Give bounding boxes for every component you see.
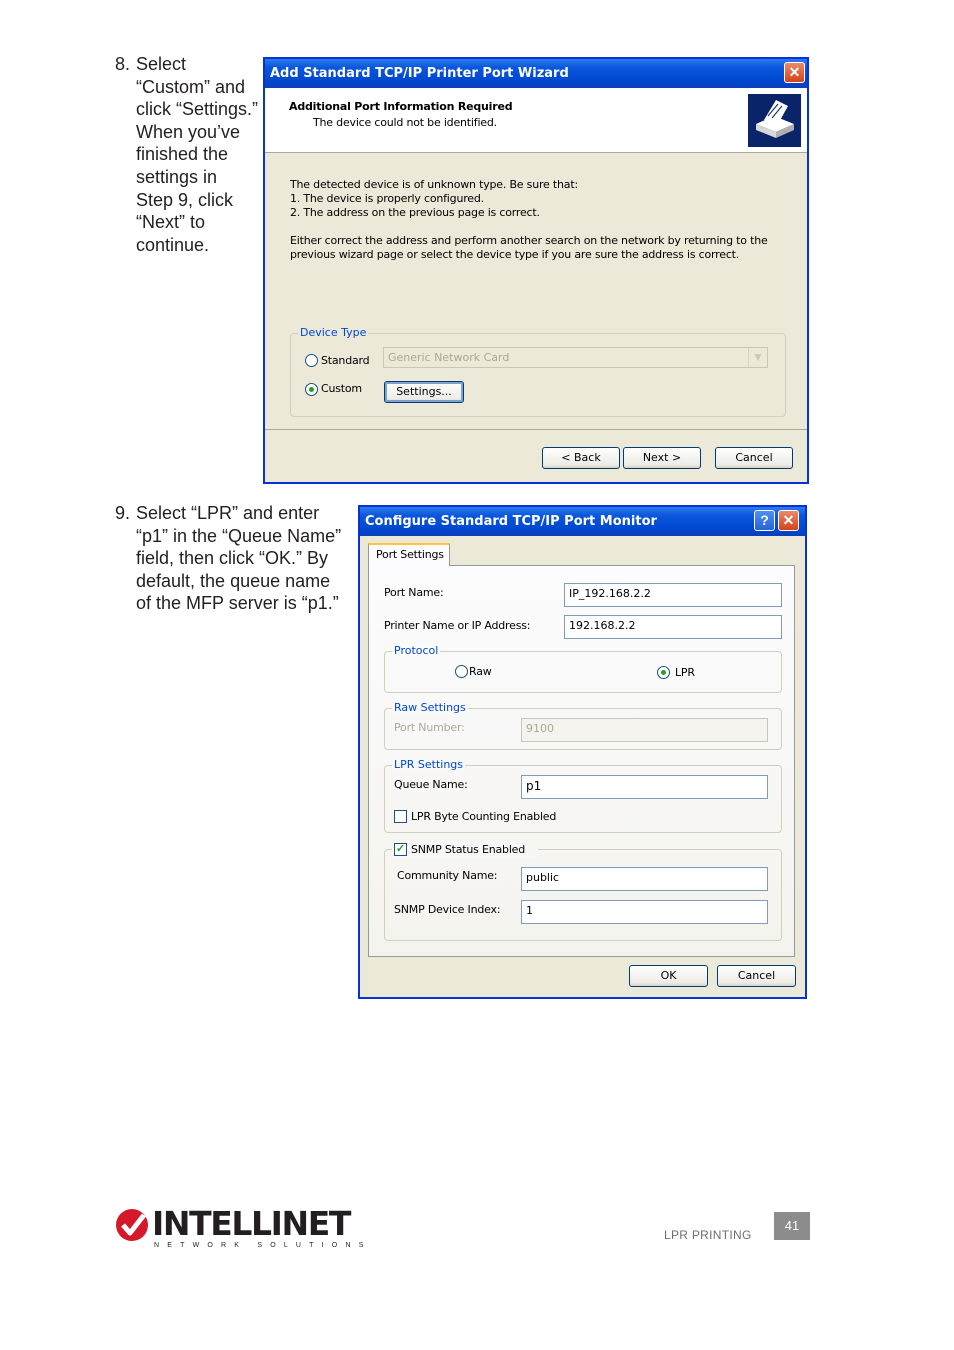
device-index-input[interactable]: 1 — [521, 900, 768, 924]
printer-name-input[interactable]: 192.168.2.2 — [564, 615, 782, 639]
monitor-title: Configure Standard TCP/IP Port Monitor — [365, 514, 657, 529]
cancel-button[interactable]: Cancel — [717, 965, 796, 987]
step-number: 8. — [115, 54, 131, 74]
port-monitor-dialog — [358, 505, 807, 999]
step-line: settings in — [136, 166, 218, 187]
device-type-select-value: Generic Network Card — [388, 351, 510, 364]
lpr-label[interactable]: LPR — [675, 666, 695, 679]
custom-radio[interactable] — [305, 383, 318, 396]
step-line: Step 9, click — [136, 189, 234, 210]
queue-name-label: Queue Name: — [394, 778, 468, 791]
wizard-header-subtitle: The device could not be identified. — [313, 116, 497, 129]
step-line: Select “LPR” and enter — [136, 503, 320, 523]
intellinet-logo — [114, 1204, 372, 1254]
device-type-group — [290, 333, 786, 417]
monitor-title-bar[interactable] — [360, 507, 805, 536]
port-number-input: 9100 — [521, 718, 768, 742]
step-line: Select — [136, 54, 187, 74]
cancel-button[interactable]: Cancel — [715, 447, 793, 469]
wizard-body-text: 1. The device is properly configured. — [290, 192, 484, 205]
port-wizard-dialog — [263, 57, 809, 484]
wizard-body-text: 2. The address on the previous page is correct. — [290, 206, 540, 219]
ok-button[interactable]: OK — [629, 965, 708, 987]
standard-radio[interactable] — [305, 354, 318, 367]
next-button[interactable]: Next > — [623, 447, 701, 469]
step-line: continue. — [136, 234, 210, 255]
device-type-select — [383, 347, 768, 368]
byte-counting-checkbox[interactable] — [394, 810, 407, 823]
standard-label[interactable]: Standard — [321, 354, 370, 367]
tab-port-settings[interactable] — [368, 543, 450, 566]
close-icon[interactable]: ✕ — [778, 510, 799, 531]
community-name-input[interactable]: public — [521, 867, 768, 891]
snmp-group — [384, 849, 782, 941]
step-line: click “Settings.” — [136, 99, 259, 120]
close-icon[interactable]: ✕ — [784, 62, 805, 83]
brand-tagline: NETWORK SOLUTIONS — [154, 1242, 372, 1249]
tab-panel — [368, 565, 795, 957]
wizard-title: Add Standard TCP/IP Printer Port Wizard — [270, 66, 569, 81]
raw-label[interactable]: Raw — [469, 665, 492, 678]
raw-radio[interactable] — [455, 665, 468, 678]
wizard-header-title: Additional Port Information Required — [289, 100, 513, 113]
protocol-group — [384, 651, 782, 693]
byte-counting-label[interactable]: LPR Byte Counting Enabled — [411, 810, 557, 823]
step-line: “Custom” and — [136, 76, 246, 97]
section-label: LPR PRINTING — [664, 1228, 752, 1242]
brand-name: INTELLINET — [152, 1204, 350, 1243]
queue-name-input[interactable]: p1 — [521, 775, 768, 799]
port-number-label: Port Number: — [394, 721, 465, 734]
tab-label: Port Settings — [376, 548, 444, 561]
port-name-input[interactable]: IP_192.168.2.2 — [564, 583, 782, 607]
printer-name-label: Printer Name or IP Address: — [384, 619, 531, 632]
wizard-body-text: Either correct the address and perform another search on the network by returning to the — [290, 234, 768, 247]
snmp-label[interactable]: SNMP Status Enabled — [411, 843, 526, 856]
back-button[interactable]: < Back — [542, 447, 620, 469]
lpr-radio[interactable] — [657, 666, 670, 679]
custom-label[interactable]: Custom — [321, 382, 362, 395]
step-number: 9. — [115, 503, 131, 523]
step-line: finished the — [136, 144, 229, 165]
step-line: of the MFP server is “p1.” — [136, 593, 339, 614]
help-icon[interactable]: ? — [754, 510, 775, 531]
raw-settings-label: Raw Settings — [394, 701, 466, 714]
step-line: “p1” in the “Queue Name” — [136, 525, 342, 546]
protocol-label: Protocol — [394, 644, 439, 657]
settings-button[interactable]: Settings... — [384, 381, 464, 403]
community-name-label: Community Name: — [397, 869, 498, 882]
wizard-header — [265, 88, 807, 153]
lpr-settings-label: LPR Settings — [394, 758, 464, 771]
device-index-label: SNMP Device Index: — [394, 903, 501, 916]
step-line: field, then click “OK.” By — [136, 548, 329, 569]
wizard-body-text: previous wizard page or select the device type if you are sure the address is correct. — [290, 248, 740, 261]
step-line: When you’ve — [136, 121, 241, 142]
step-line: “Next” to — [136, 212, 206, 233]
wizard-button-divider — [265, 429, 807, 430]
snmp-checkbox[interactable]: ✓ — [395, 843, 406, 855]
wizard-body-text: The detected device is of unknown type. Be sure that: — [290, 178, 578, 191]
page-number: 41 — [774, 1212, 810, 1240]
port-name-label: Port Name: — [384, 586, 444, 599]
chevron-down-icon: ▼ — [748, 348, 767, 367]
logo-checkmark-icon — [114, 1206, 152, 1244]
printer-icon — [748, 94, 801, 147]
step-line: default, the queue name — [136, 570, 331, 591]
wizard-title-bar[interactable] — [265, 59, 807, 88]
device-type-label: Device Type — [300, 326, 367, 339]
